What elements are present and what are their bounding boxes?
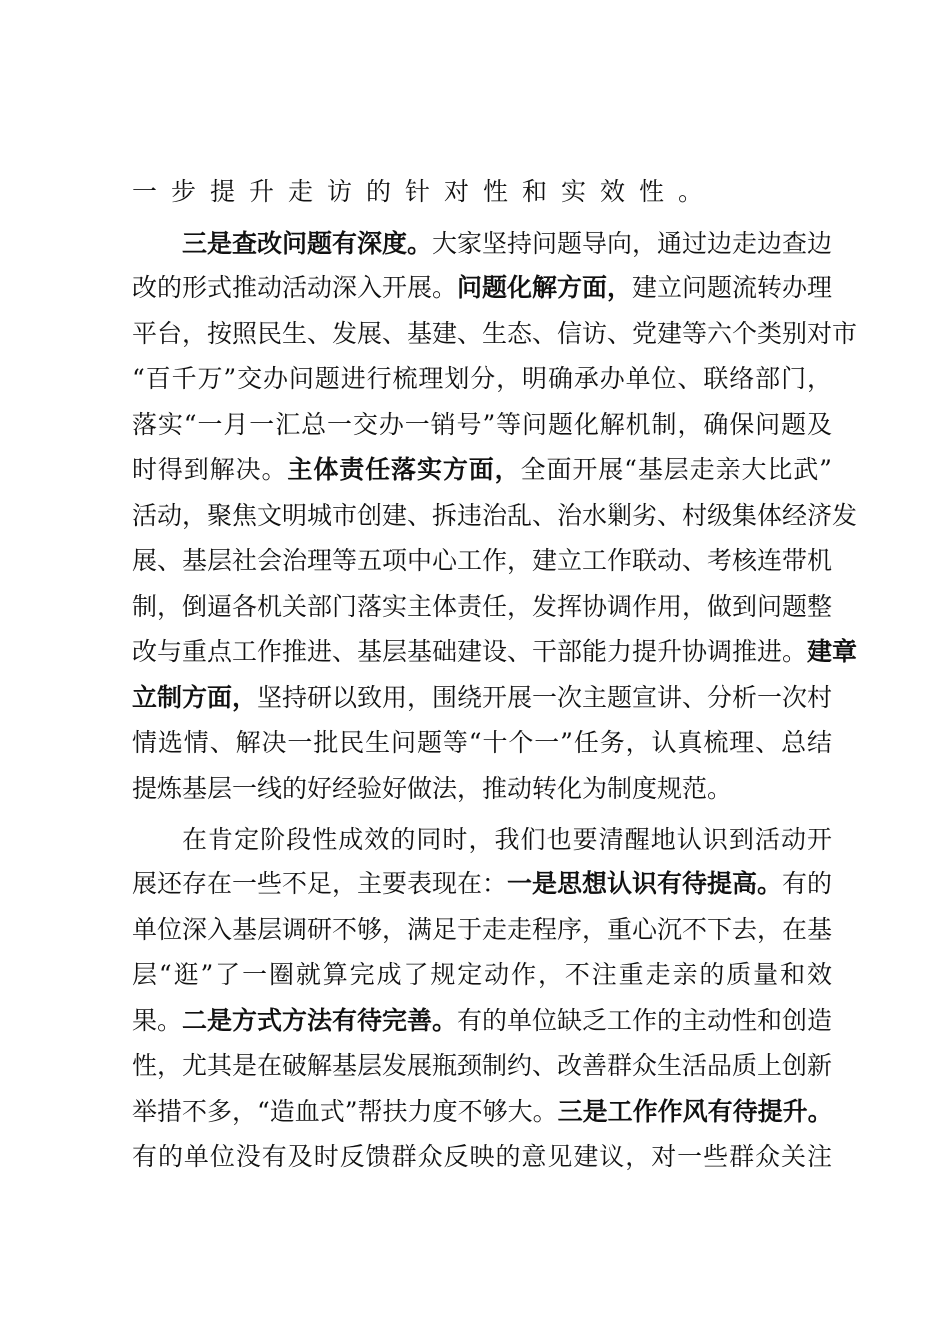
body-text: 全面开展“基层走亲大比武” (520, 455, 832, 484)
body-text: 一步提升走访的针对性和实效性。 (132, 177, 718, 206)
text-line (132, 357, 832, 401)
text-line (132, 630, 858, 674)
bold-heading: 三是查改问题有深度。 (182, 229, 433, 258)
body-text: 举措不多，“造血式”帮扶力度不够大。 (132, 1097, 558, 1126)
text-line (132, 1135, 832, 1179)
body-text: 层“逛”了一圈就算完成了规定动作，不注重走亲的质量和效 (132, 960, 832, 989)
body-text: 果。 (132, 1006, 183, 1035)
body-text: 落实“一月一汇总一交办一销号”等问题化解机制，确保问题及 (132, 410, 832, 439)
body-text: 单位深入基层调研不够，满足于走走程序，重心沉不下去，在基 (132, 915, 833, 944)
body-text: 有的单位缺乏工作的主动性和创造 (457, 1006, 833, 1035)
text-line (132, 1044, 832, 1088)
body-text: 制，倒逼各机关部门落实主体责任，发挥协调作用，做到问题整 (132, 592, 833, 621)
text-line (132, 266, 832, 310)
text-line (132, 1090, 832, 1134)
text-line (132, 721, 832, 765)
body-text: 情选情、解决一批民生问题等“十个一”任务，认真梳理、总结 (132, 728, 832, 757)
body-text: 展、基层社会治理等五项中心工作，建立工作联动、考核连带机 (132, 546, 833, 575)
body-text: 平台，按照民生、发展、基建、生态、信访、党建等六个类别对市 (132, 319, 858, 348)
bold-heading: 问题化解方面， (457, 273, 633, 302)
text-line (132, 170, 832, 214)
text-line (132, 767, 832, 811)
text-line (132, 862, 832, 906)
bold-heading: 立制方面， (132, 683, 258, 712)
bold-heading: 建章 (807, 637, 858, 666)
text-line (132, 539, 832, 583)
text-line (132, 312, 858, 356)
body-text: “百千万”交办问题进行梳理划分，明确承办单位、联络部门， (132, 364, 832, 393)
bold-heading: 三是工作作风有待提升。 (557, 1097, 833, 1126)
body-text: 性，尤其是在破解基层发展瓶颈制约、改善群众生活品质上创新 (132, 1051, 833, 1080)
body-text: 有的 (782, 869, 833, 898)
text-line (182, 818, 832, 862)
text-line (132, 494, 858, 538)
text-line (132, 676, 832, 720)
text-line (132, 585, 832, 629)
body-text: 改与重点工作推进、基层基础建设、干部能力提升协调推进。 (132, 637, 808, 666)
text-line (132, 403, 832, 447)
body-text: 建立问题流转办理 (632, 273, 833, 302)
text-line (132, 908, 832, 952)
body-text: 展还存在一些不足，主要表现在： (132, 869, 508, 898)
body-text: 活动，聚焦文明城市创建、拆违治乱、治水剿劣、村级集体经济发 (132, 501, 858, 530)
text-line (132, 999, 832, 1043)
bold-heading: 二是方式方法有待完善。 (182, 1006, 458, 1035)
body-text: 提炼基层一线的好经验好做法，推动转化为制度规范。 (132, 774, 733, 803)
body-text: 坚持研以致用，围绕开展一次主题宣讲、分析一次村 (257, 683, 833, 712)
body-text: 在肯定阶段性成效的同时，我们也要清醒地认识到活动开 (182, 825, 832, 854)
body-text: 改的形式推动活动深入开展。 (132, 273, 458, 302)
text-line (132, 448, 832, 492)
body-text: 有的单位没有及时反馈群众反映的意见建议，对一些群众关注 (132, 1142, 832, 1171)
text-line (182, 222, 832, 266)
body-text: 时得到解决。 (132, 455, 288, 484)
bold-heading: 主体责任落实方面， (287, 455, 521, 484)
text-line (132, 953, 832, 997)
bold-heading: 一是思想认识有待提高。 (507, 869, 783, 898)
body-text: 大家坚持问题导向，通过边走边查边 (432, 229, 833, 258)
